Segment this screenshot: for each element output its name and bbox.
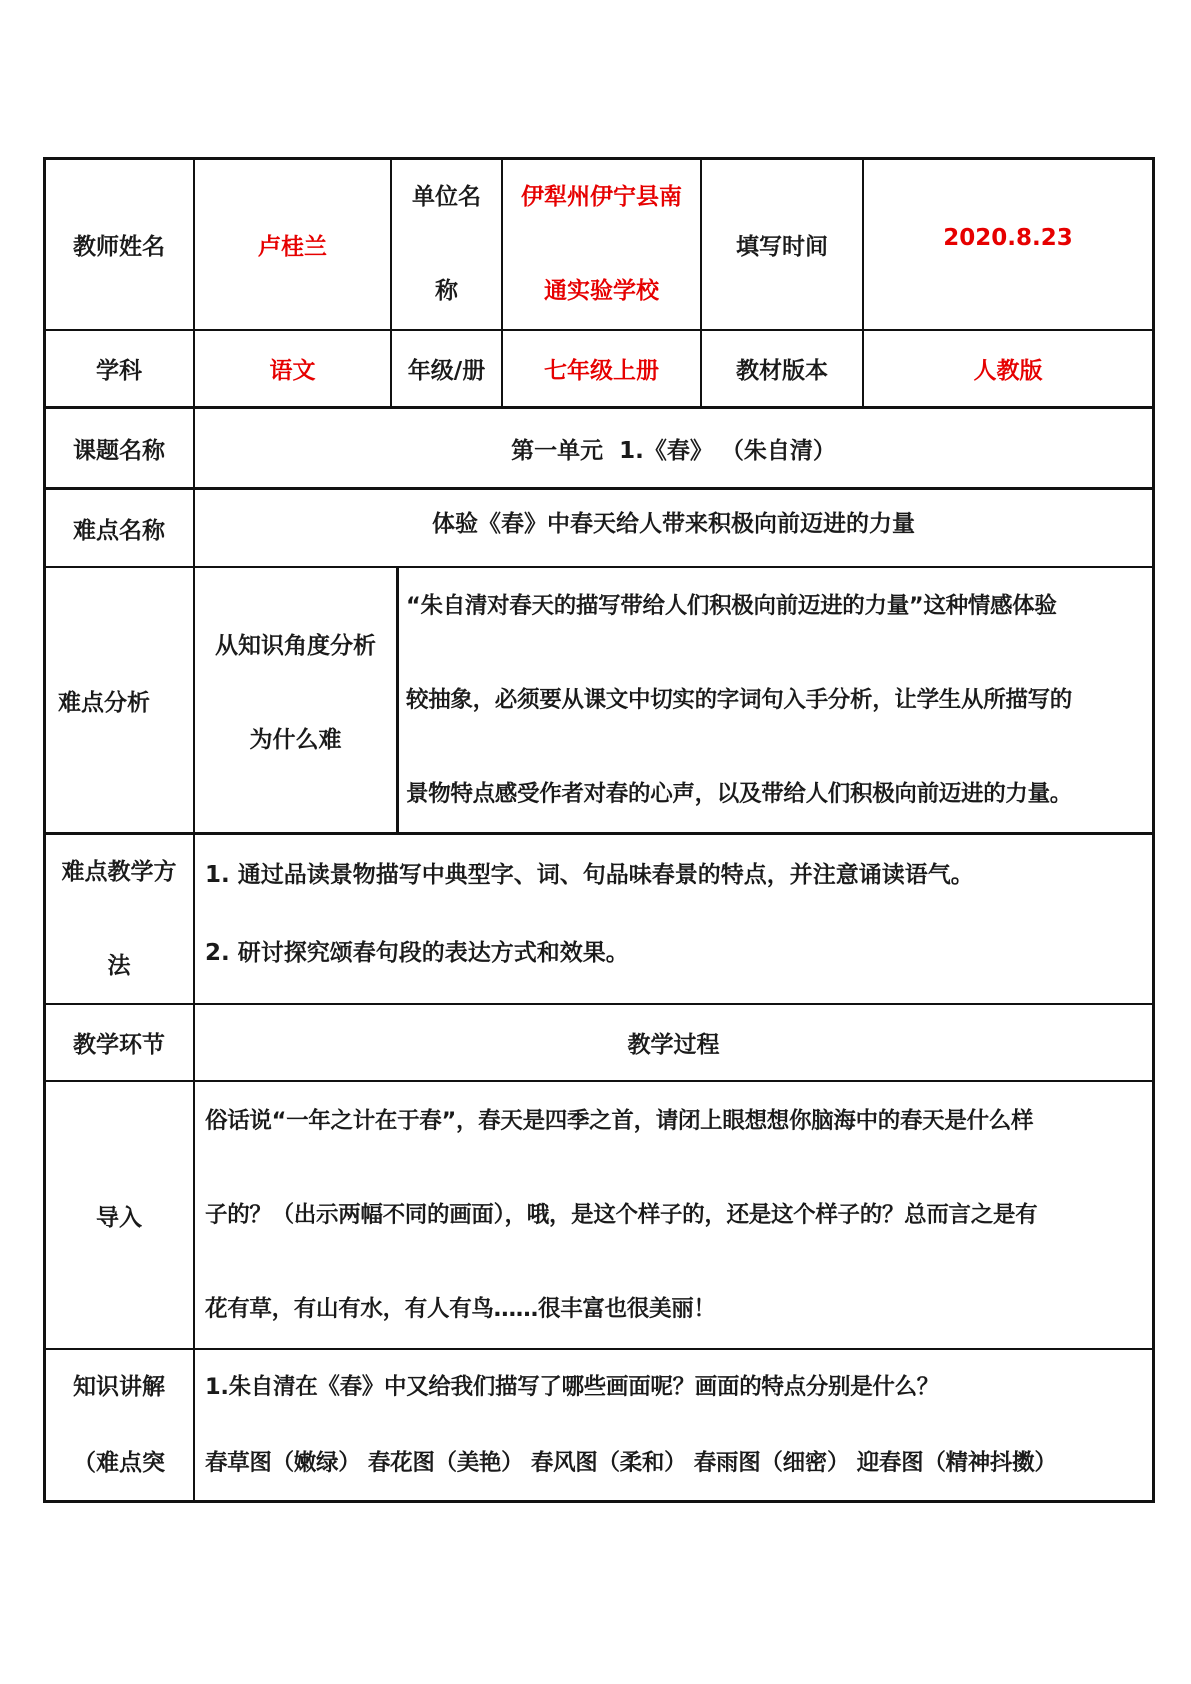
topic-value: 第一单元 1.《春》 （朱自清） [511,437,836,464]
analysis-label: 难点分析 [58,689,150,716]
analysis-text [406,568,1152,832]
analysis-line: 较抽象，必须要从课文中切实的字词句入手分析，让学生从所描写的 [406,687,1073,713]
knowledge-label-line: （难点突 [73,1450,165,1476]
method-text [205,835,1152,993]
unit-name-value [503,159,700,329]
knowledge-line: 春草图（嫩绿） 春花图（美艳） 春风图（柔和） 春雨图（细密） 迎春图（精神抖擞） [205,1450,1057,1476]
unit-name-label [392,159,501,329]
table-border-right [1152,157,1155,1503]
subject-value: 语文 [269,358,316,384]
edition-label: 教材版本 [736,358,828,384]
unit-value-line: 伊犁州伊宁县南 [521,184,682,210]
teacher-name-value: 卢桂兰 [258,233,327,260]
method-label [45,835,193,1003]
intro-line: 俗话说“一年之计在于春”，春天是四季之首，请闭上眼想想你脑海中的春天是什么样 [205,1108,1034,1134]
method-item: 2. 研讨探究颂春句段的表达方式和效果。 [205,940,629,966]
unit-label-line: 称 [435,278,458,304]
knowledge-text [205,1350,1152,1500]
unit-value-line: 通实验学校 [544,278,659,304]
analysis-line: 景物特点感受作者对春的心声，以及带给人们积极向前迈进的力量。 [406,781,1073,807]
knowledge-label-line: 知识讲解 [73,1374,165,1400]
analysis-sublabel-line: 为什么难 [249,727,342,753]
knowledge-label [45,1350,193,1500]
intro-line: 花有草，有山有水，有人有鸟……很丰富也很美丽！ [205,1296,716,1322]
grade-label: 年级/册 [407,358,486,384]
analysis-sublabel [195,568,396,818]
difficulty-value: 体验《春》中春天给人带来积极向前迈进的力量 [432,510,915,537]
edition-value: 人教版 [973,358,1043,384]
intro-text [205,1082,1152,1348]
fill-date-value: 2020.8.23 [943,225,1073,251]
knowledge-line: 1.朱自清在《春》中又给我们描写了哪些画面呢？画面的特点分别是什么？ [205,1374,940,1400]
difficulty-label: 难点名称 [73,517,165,544]
method-item: 1. 通过品读景物描写中典型字、词、句品味春景的特点，并注意诵读语气。 [205,862,974,888]
method-label-line: 法 [107,953,131,979]
method-label-line: 难点教学方 [61,859,177,885]
column-divider [396,566,399,834]
analysis-sublabel-line: 从知识角度分析 [215,633,376,659]
teaching-step-label: 教学环节 [73,1032,165,1058]
topic-label: 课题名称 [73,437,165,464]
fill-date-label: 填写时间 [736,233,828,260]
analysis-line: “朱自清对春天的描写带给人们积极向前迈进的力量”这种情感体验 [406,593,1057,619]
teaching-process-label: 教学过程 [627,1032,720,1058]
intro-label: 导入 [96,1204,142,1231]
unit-label-line: 单位名 [412,184,481,210]
intro-line: 子的？（出示两幅不同的画面），哦，是这个样子的，还是这个样子的？总而言之是有 [205,1202,1038,1228]
teacher-name-label: 教师姓名 [73,233,165,260]
grade-value: 七年级上册 [544,358,659,384]
subject-label: 学科 [96,358,142,384]
